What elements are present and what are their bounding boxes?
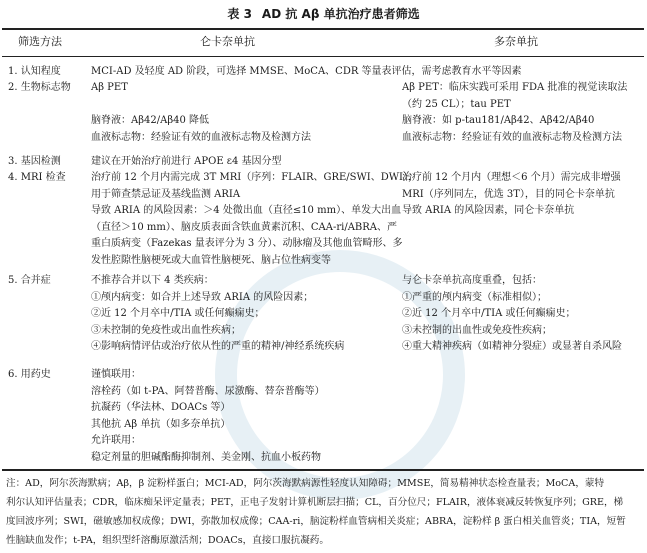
row-label: 5. 合并症 <box>8 275 51 286</box>
cell-line: 重白质病变（Fazekas 量表评分为 3 分）、动脉瘤及其他血管畸形、多 <box>91 238 403 249</box>
cell-line <box>91 97 397 114</box>
cell-lecanemab <box>91 367 397 466</box>
cell-line: 抗凝药（华法林、DOACs 等） <box>91 402 231 413</box>
row-label: 2. 生物标志物 <box>8 82 71 93</box>
note-line: 注：AD，阿尔茨海默病；Aβ，β 淀粉样蛋白；MCI-AD，阿尔茨海默病源性轻度认知障碍；MMSE，简易精神状态检查量表；MoCA，蒙特 <box>6 478 605 489</box>
cell-line: MRI（序列同左，优选 3T），目的同仑卡奈单抗 <box>402 188 615 200</box>
table-caption <box>0 6 647 22</box>
row-label: 4. MRI 检查 <box>8 172 66 183</box>
table-number: 表 3 <box>227 7 252 21</box>
cell-line: ④重大精神疾病（如精神分裂症）或显著自杀风险 <box>402 341 622 352</box>
cell-lecanemab <box>91 170 418 269</box>
cell-donanemab <box>402 273 642 356</box>
cell-lecanemab <box>91 64 522 81</box>
cell-line: 其他抗 Aβ 单抗（如多奈单抗） <box>91 418 231 430</box>
cell-lecanemab <box>91 273 397 356</box>
cell-lecanemab <box>91 80 397 146</box>
cell-line: 溶栓药（如 t-PA、阿替普酶、尿激酶、替奈普酶等） <box>91 385 325 397</box>
row-label: 3. 基因检测 <box>8 156 61 167</box>
cell-lecanemab <box>91 154 397 171</box>
cell-line: ②近 12 个月卒中/TIA 或任何癫痫史； <box>402 308 576 319</box>
cell-line: 允许联用： <box>91 435 141 446</box>
cell-line: ①颅内病变：如合并上述导致 ARIA 的风险因素； <box>91 291 314 303</box>
table-notes <box>6 474 642 550</box>
cell-donanemab <box>402 80 642 146</box>
cell-line: 血液标志物：经验证有效的血液标志物及检测方法 <box>91 131 311 143</box>
cell-line: 血液标志物：经验证有效的血液标志物及检测方法 <box>402 131 622 143</box>
cell-line: 与仑卡奈单抗高度重叠，包括： <box>402 275 542 286</box>
header-method: 筛选方法 <box>18 35 62 48</box>
cell-line: 稳定剂量的胆碱酯酶抑制剂、美金刚、抗血小板药物 <box>91 451 321 463</box>
cell-line: 发性腔隙性脑梗死或大血管性脑梗死、脑占位性病变等 <box>91 254 331 266</box>
note-line: 利尔认知评估量表；CDR，临床痴呆评定量表；PET，正电子发射计算机断层扫描；CL，百分位尺；FLAIR，液体衰减反转恢复序列；GRE，梯 <box>6 497 624 508</box>
row-label: 6. 用药史 <box>8 369 51 380</box>
cell-line: ③未控制的免疫性或出血性疾病； <box>91 324 241 336</box>
table-bottom-rule <box>2 469 644 471</box>
table-header-rule <box>2 56 644 57</box>
table-top-rule <box>2 28 644 30</box>
cell-line: 脑脊液：Aβ42/Aβ40 降低 <box>91 115 210 126</box>
cell-line: 不推荐合并以下 4 类疾病： <box>91 275 214 286</box>
cell-line: ④影响病情评估或治疗依从性的严重的精神/神经系统疾病 <box>91 341 345 352</box>
cell-line: 治疗前 12 个月内（理想＜6 个月）需完成非增强 <box>402 172 621 183</box>
cell-donanemab <box>402 170 642 220</box>
cell-line: Aβ PET：临床实践可采用 FDA 批准的视觉读取法 <box>402 82 628 93</box>
cell-line: （约 25 CL）；tau PET <box>402 98 511 110</box>
header-lecanemab: 仑卡奈单抗 <box>200 35 255 48</box>
note-line: 度回波序列；SWI，磁敏感加权成像；DWI，弥散加权成像；CAA-ri，脑淀粉样血管病相关炎症；ABRA，淀粉样 β 蛋白相关血管炎；TIA，短暂 <box>6 516 626 527</box>
cell-line: 导致 ARIA 的风险因素：＞4 处微出血（直径≤10 mm）、单发大出血 <box>91 205 402 216</box>
cell-line: ①严重的颅内病变（标准相似）； <box>402 291 547 303</box>
cell-line: 谨慎联用： <box>91 369 141 380</box>
note-line: 性脑缺血发作；t-PA，组织型纤溶酶原激活剂；DOACs，直接口服抗凝药。 <box>6 535 329 546</box>
cell-line: 导致 ARIA 的风险因素，同仑卡奈单抗 <box>402 205 575 216</box>
header-donanemab: 多奈单抗 <box>494 35 538 48</box>
table-title: AD 抗 Aβ 单抗治疗患者筛选 <box>261 7 420 21</box>
cell-line: ②近 12 个月卒中/TIA 或任何癫痫史； <box>91 308 265 319</box>
cell-line: 建议在开始治疗前进行 APOE ε4 基因分型 <box>91 156 282 167</box>
cell-line: Aβ PET <box>91 82 128 93</box>
cell-line: MCI-AD 及轻度 AD 阶段，可选择 MMSE、MoCA、CDR 等量表评估，需考虑教育水平等因素 <box>91 66 522 77</box>
cell-line: 脑脊液：如 p-tau181/Aβ42、Aβ42/Aβ40 <box>402 115 595 126</box>
cell-line: 治疗前 12 个月内需完成 3T MRI（序列：FLAIR、GRE/SWI、DWI）， <box>91 172 418 183</box>
cell-line: ③未控制的出血性或免疫性疾病； <box>402 324 552 336</box>
row-label: 1. 认知程度 <box>8 66 61 77</box>
cell-line: 用于筛查禁忌证及基线监测 ARIA <box>91 188 241 200</box>
cell-line: （直径＞10 mm）、脑皮质表面含铁血黄素沉积、CAA-ri/ABRA、严 <box>91 221 398 233</box>
